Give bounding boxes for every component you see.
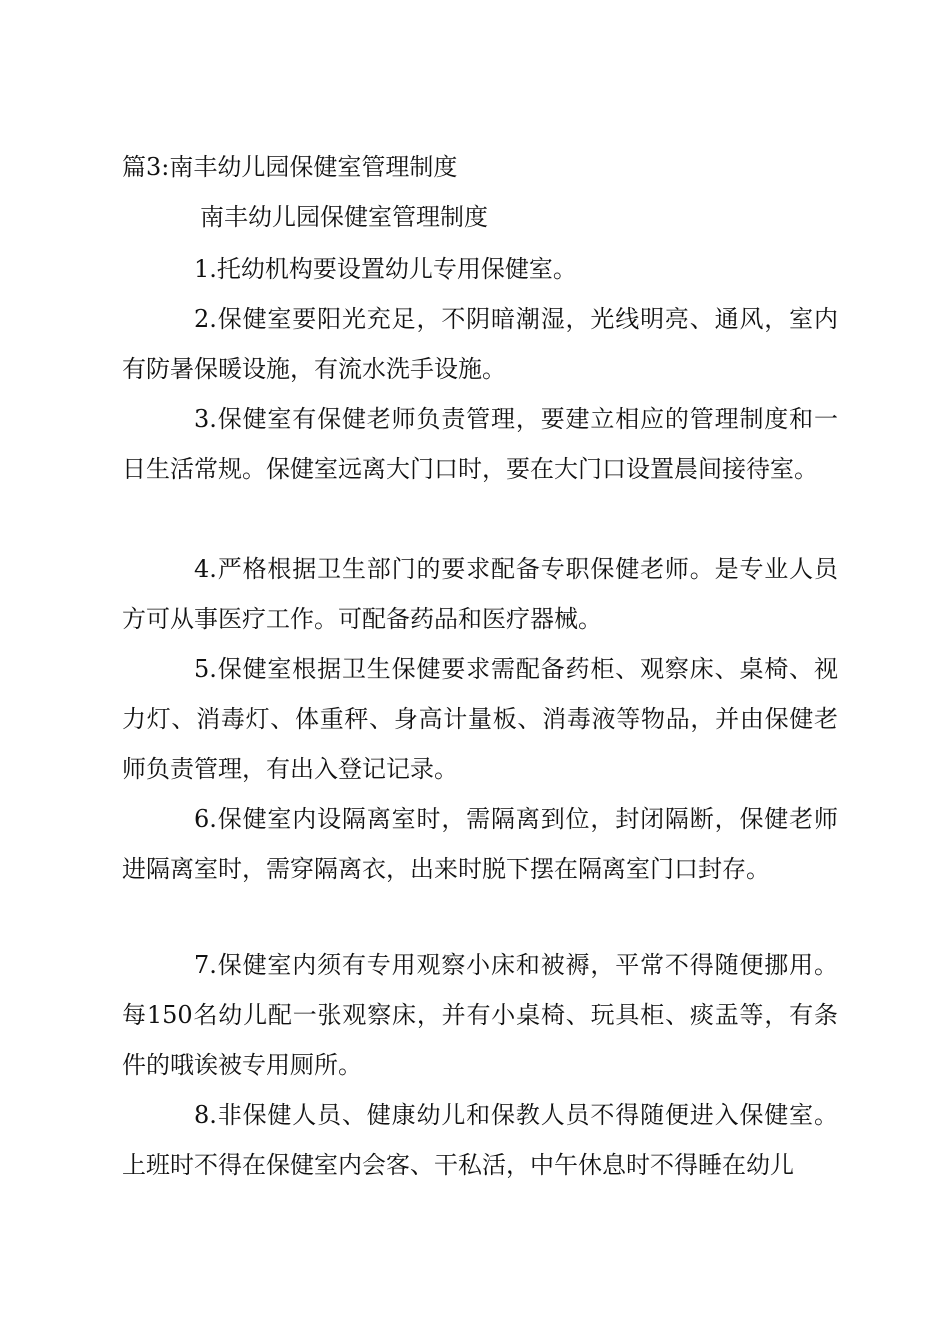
paragraph-7: 7.保健室内须有专用观察小床和被褥，平常不得随便挪用。每150名幼儿配一张观察床，并有小桌椅、玩具柜、痰盂等，有条件的哦诶被专用厕所。 — [122, 951, 838, 1079]
paragraph-8: 8.非保健人员、健康幼儿和保教人员不得随便进入保健室。上班时不得在保健室内会客、干私活，中午休息时不得睡在幼儿 — [122, 1101, 838, 1179]
paragraph-3: 3.保健室有保健老师负责管理，要建立相应的管理制度和一日生活常规。保健室远离大门口时，要在大门口设置晨间接待室。 — [122, 405, 838, 483]
paragraph-2: 2.保健室要阳光充足，不阴暗潮湿，光线明亮、通风，室内有防暑保暖设施，有流水洗手设施。 — [122, 305, 838, 383]
paragraph-1: 1.托幼机构要设置幼儿专用保健室。 — [194, 255, 577, 283]
paragraph-6: 6.保健室内设隔离室时，需隔离到位，封闭隔断，保健老师进隔离室时，需穿隔离衣，出来时脱下摆在隔离室门口封存。 — [122, 805, 838, 883]
document-subtitle: 南丰幼儿园保健室管理制度 — [200, 203, 488, 231]
paragraph-5: 5.保健室根据卫生保健要求需配备药柜、观察床、桌椅、视力灯、消毒灯、体重秤、身高计量板、消毒液等物品，并由保健老师负责管理，有出入登记记录。 — [122, 655, 838, 783]
document-heading: 篇3:南丰幼儿园保健室管理制度 — [122, 153, 458, 181]
paragraph-4: 4.严格根据卫生部门的要求配备专职保健老师。是专业人员方可从事医疗工作。可配备药品和医疗器械。 — [122, 555, 838, 633]
